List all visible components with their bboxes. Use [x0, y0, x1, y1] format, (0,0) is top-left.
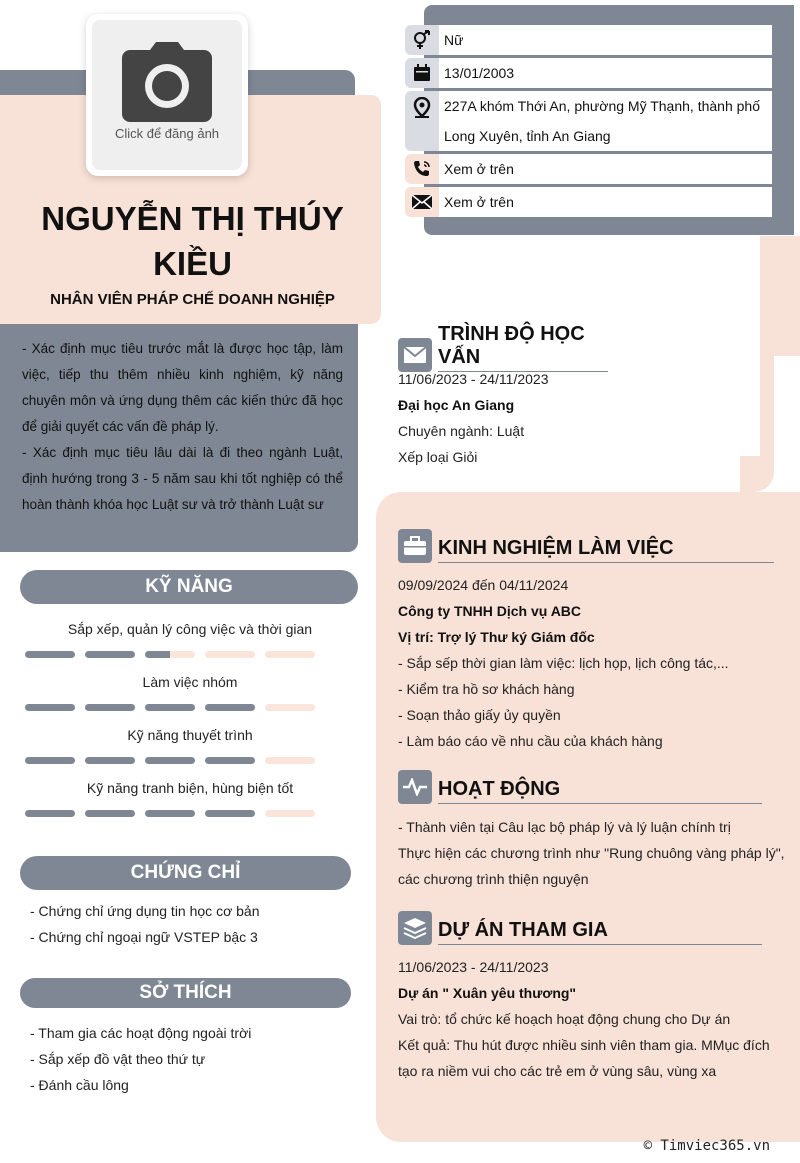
education-entry	[398, 366, 549, 470]
experience-heading: KINH NGHIỆM LÀM VIỆC	[398, 529, 774, 563]
project-result: tạo ra niềm vui cho các trẻ em ở vùng sâu, vùng xa	[398, 1063, 717, 1079]
skills-heading: KỸ NĂNG	[20, 570, 358, 604]
candidate-name: NGUYỄN THỊ THÚY KIỀU	[41, 200, 344, 282]
skill-rating	[25, 704, 315, 711]
projects-heading: DỰ ÁN THAM GIA	[398, 911, 762, 945]
hobbies-list	[30, 1020, 251, 1098]
list-item: - Soạn thảo giấy ủy quyền	[398, 707, 561, 723]
certificates-list	[30, 898, 260, 950]
layers-icon	[398, 911, 432, 945]
education-school: Đại học An Giang	[398, 397, 515, 413]
project-name: Dự án " Xuân yêu thương"	[398, 985, 577, 1001]
avatar-upload[interactable]	[86, 14, 248, 176]
career-objective	[0, 324, 358, 552]
skill-name: Sắp xếp, quản lý công việc và thời gian	[67, 621, 313, 637]
project-role: Vai trò: tổ chức kế hoạch hoạt động chung cho Dự án	[398, 1011, 731, 1027]
briefcase-icon	[398, 529, 432, 563]
skill-name: Kỹ năng tranh biện, hùng biện tốt	[86, 780, 294, 796]
projects-entry	[398, 954, 770, 1084]
project-result: Kết quả: Thu hút được nhiều sinh viên tham gia. MMục đích	[398, 1037, 770, 1053]
activities-entry: - Thành viên tại Câu lạc bộ pháp lý và lý luận chính trị Thực hiện các chương trình như "Rung chuông vàng pháp lý", các chương trình thiện nguyện	[398, 819, 785, 887]
skill-name: Làm việc nhóm	[142, 674, 238, 690]
job-title: NHÂN VIÊN PHÁP CHẾ DOANH NGHIỆP	[50, 291, 335, 308]
decor-band	[760, 356, 774, 460]
location-pin-icon	[405, 91, 439, 151]
education-heading: TRÌNH ĐỘ HỌC VẤN	[398, 323, 608, 372]
phone-icon	[405, 154, 439, 184]
objective-short-term: - Xác định mục tiêu trước mắt là được học tập, làm việc, tiếp thu thêm nhiều kinh nghiệm, kỹ năng chuyên môn và ứng dụng thêm các kiến thức đã học để giải quyết các vấn đề pháp lý.	[22, 341, 343, 434]
contact-email: Xem ở trên	[405, 187, 772, 217]
list-item: - Tham gia các hoạt động ngoài trời	[30, 1025, 252, 1041]
gender-icon	[405, 25, 439, 55]
certificates-heading: CHỨNG CHỈ	[20, 856, 351, 890]
education-grade: Xếp loại Giỏi	[398, 449, 478, 465]
list-item: - Sắp xếp đồ vật theo thứ tự	[30, 1051, 206, 1067]
skill-rating	[25, 757, 315, 764]
experience-position: Vị trí: Trợ lý Thư ký Giám đốc	[398, 629, 595, 645]
activities-heading: HOẠT ĐỘNG	[398, 770, 762, 804]
experience-date: 09/09/2024 đến 04/11/2024	[398, 577, 569, 593]
list-item: - Chứng chỉ ứng dụng tin học cơ bản	[30, 903, 260, 919]
contact-address: 227A khóm Thới An, phường Mỹ Thạnh, thành phố Long Xuyên, tỉnh An Giang	[405, 91, 772, 151]
skill-rating	[25, 810, 315, 817]
footer-credit: © Timviec365.vn	[643, 1138, 770, 1154]
skill-name: Kỹ năng thuyết trình	[127, 727, 253, 743]
contact-phone: Xem ở trên	[405, 154, 772, 184]
calendar-icon	[405, 58, 439, 88]
experience-company: Công ty TNHH Dịch vụ ABC	[398, 603, 582, 619]
experience-entry	[398, 572, 729, 754]
pulse-icon	[398, 770, 432, 804]
hobbies-heading: SỞ THÍCH	[20, 978, 351, 1008]
photo-caption: Click để đăng ảnh	[114, 126, 220, 141]
skill-rating	[25, 651, 315, 658]
decor-band	[740, 456, 774, 492]
education-major: Chuyên ngành: Luật	[398, 423, 525, 439]
camera-icon	[122, 42, 212, 122]
education-date: 11/06/2023 - 24/11/2023	[398, 371, 549, 387]
list-item: - Chứng chỉ ngoại ngữ VSTEP bậc 3	[30, 929, 258, 945]
contact-gender: Nữ	[405, 25, 772, 55]
objective-long-term: - Xác định mục tiêu lâu dài là đi theo ngành Luật, định hướng trong 3 - 5 năm sau khi tốt nghiệp có thể hoàn thành khóa học Luật sư và trở thành Luật sư	[22, 445, 343, 512]
list-item: - Làm báo cáo về nhu cầu của khách hàng	[398, 733, 663, 749]
project-date: 11/06/2023 - 24/11/2023	[398, 959, 549, 975]
decor-band	[760, 236, 800, 356]
list-item: - Đánh cầu lông	[30, 1077, 129, 1093]
envelope-icon	[405, 187, 439, 217]
contact-dob: 13/01/2003	[405, 58, 772, 88]
list-item: - Sắp sếp thời gian làm việc: lịch họp, lịch công tác,...	[398, 655, 729, 671]
list-item: - Kiểm tra hồ sơ khách hàng	[398, 681, 575, 697]
